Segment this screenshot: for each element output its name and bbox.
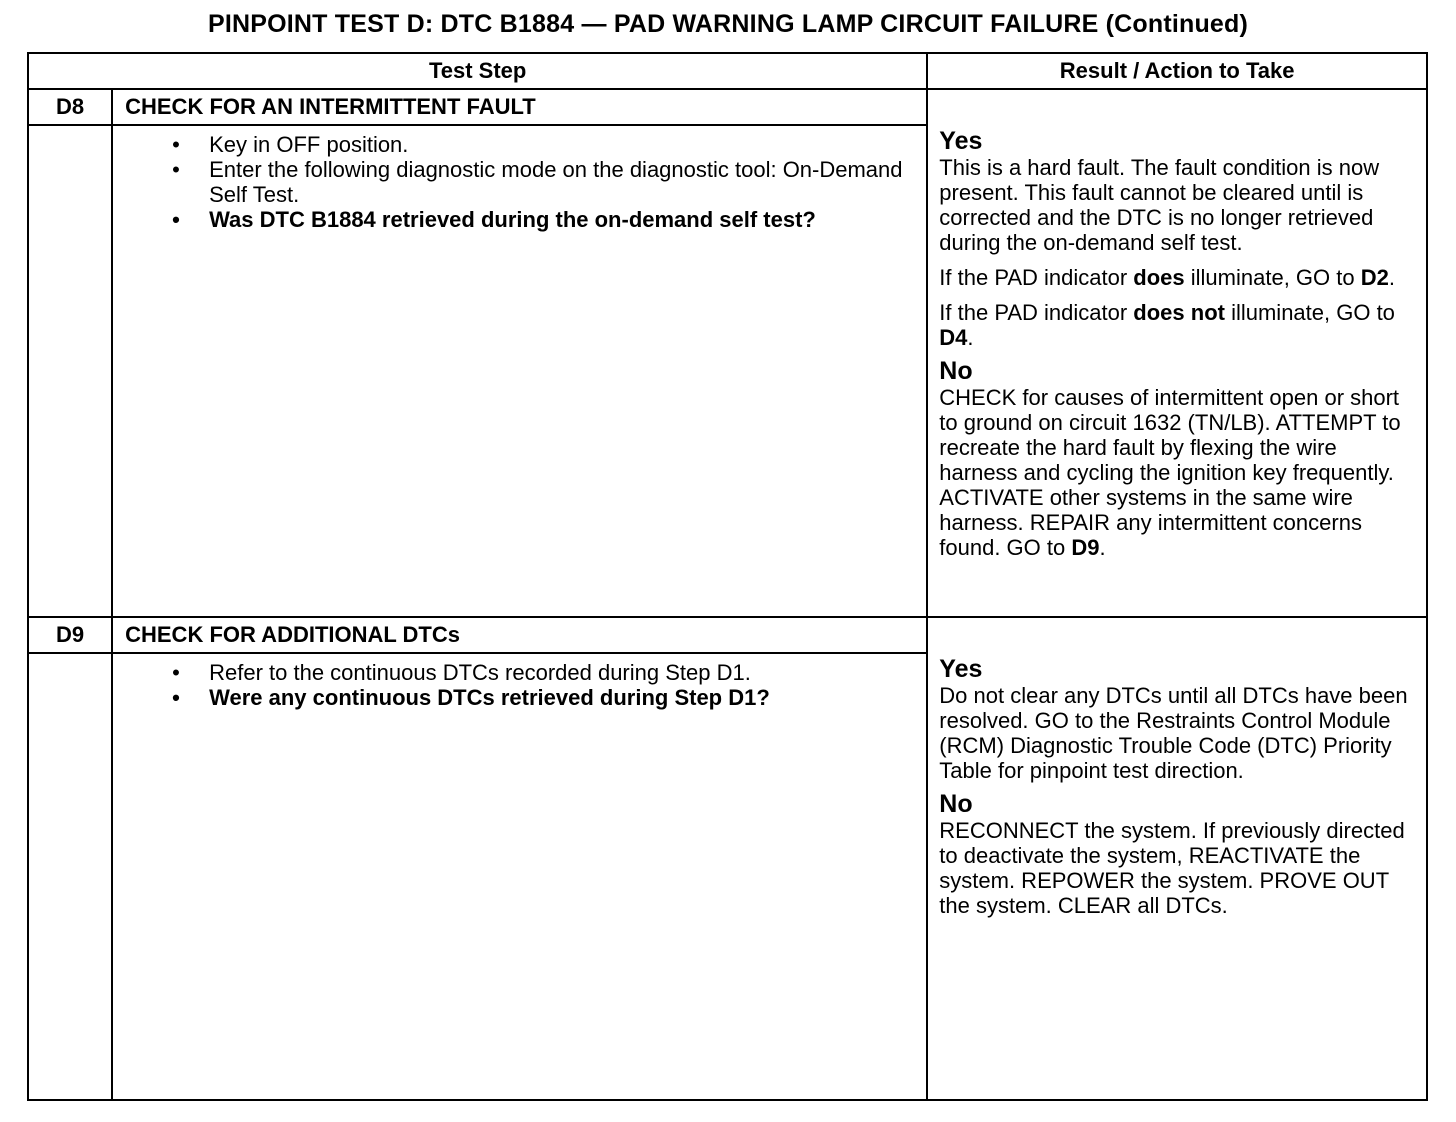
- step-bullet: • Were any continuous DTCs retrieved during Step D1?: [209, 685, 926, 710]
- text-run: illuminate, GO to: [1224, 300, 1395, 325]
- step-bullet: • Enter the following diagnostic mode on the diagnostic tool: On-Demand Self Test.: [209, 157, 926, 207]
- bold-text: does: [1133, 265, 1185, 290]
- step-title: CHECK FOR AN INTERMITTENT FAULT: [112, 89, 927, 125]
- step-id: D8: [28, 89, 112, 125]
- result-paragraph: [939, 265, 1420, 290]
- text-run: If the PAD indicator: [939, 265, 1134, 290]
- bold-text: does not: [1133, 300, 1225, 325]
- step-title-row: [28, 89, 1427, 125]
- result-header: Result / Action to Take: [927, 53, 1427, 89]
- result-paragraph: [939, 818, 1420, 918]
- step-body: [112, 125, 927, 617]
- step-id-spacer: [28, 125, 112, 617]
- no-paragraphs: [939, 818, 1420, 918]
- text-run: CHECK for causes of intermittent open or short to ground on circuit 1632 (TN/LB). ATTEMPT to recreate the hard fault by flexing the wire harness and cycling the ignition key frequently. ACTIVATE other systems in the same wire harness. REPAIR any intermittent concerns found. GO to: [939, 385, 1401, 560]
- step-title-row: [28, 617, 1427, 653]
- step-bullet: • Was DTC B1884 retrieved during the on-demand self test?: [209, 207, 926, 232]
- page-title: PINPOINT TEST D: DTC B1884 — PAD WARNING LAMP CIRCUIT FAILURE (Continued): [207, 10, 1249, 38]
- bold-text: D2: [1360, 265, 1389, 290]
- no-label: No: [939, 790, 973, 818]
- result-paragraph: [939, 385, 1420, 560]
- result-paragraph: [939, 300, 1420, 350]
- result-paragraph: [939, 155, 1420, 255]
- yes-paragraphs: [939, 155, 1420, 350]
- step-bullets: [113, 132, 926, 232]
- yes-label: Yes: [939, 127, 983, 155]
- step-bullet: • Key in OFF position.: [209, 132, 926, 157]
- step-id-spacer: [28, 653, 112, 1100]
- text-run: Do not clear any DTCs until all DTCs have been resolved. GO to the Restraints Control Module (RCM) Diagnostic Trouble Code (DTC) Priority Table for pinpoint test direction.: [939, 683, 1408, 783]
- text-run: This is a hard fault. The fault condition is now present. This fault cannot be cleared until is corrected and the DTC is no longer retrieved during the on-demand self test.: [939, 155, 1380, 255]
- yes-label: Yes: [939, 655, 983, 683]
- text-run: illuminate, GO to: [1184, 265, 1361, 290]
- text-run: RECONNECT the system. If previously directed to deactivate the system, REACTIVATE the system. REPOWER the system. PROVE OUT the system. CLEAR all DTCs.: [939, 818, 1405, 918]
- bold-text: D4: [939, 325, 968, 350]
- result-paragraph: [939, 683, 1420, 783]
- no-label: No: [939, 357, 973, 385]
- table-header-row: [28, 53, 1427, 89]
- text-run: .: [1099, 535, 1106, 560]
- text-run: .: [1388, 265, 1395, 290]
- text-run: If the PAD indicator: [939, 300, 1134, 325]
- result-cell: [927, 89, 1427, 617]
- test-step-header: Test Step: [28, 53, 927, 89]
- step-title: CHECK FOR ADDITIONAL DTCs: [112, 617, 927, 653]
- step-bullet: • Refer to the continuous DTCs recorded during Step D1.: [209, 660, 926, 685]
- pinpoint-test-table: [27, 52, 1428, 1101]
- step-id: D9: [28, 617, 112, 653]
- result-cell: [927, 617, 1427, 1100]
- no-paragraphs: [939, 385, 1420, 560]
- yes-paragraphs: [939, 683, 1420, 783]
- bold-text: D9: [1071, 535, 1100, 560]
- step-bullets: [113, 660, 926, 710]
- text-run: .: [967, 325, 974, 350]
- step-body: [112, 653, 927, 1100]
